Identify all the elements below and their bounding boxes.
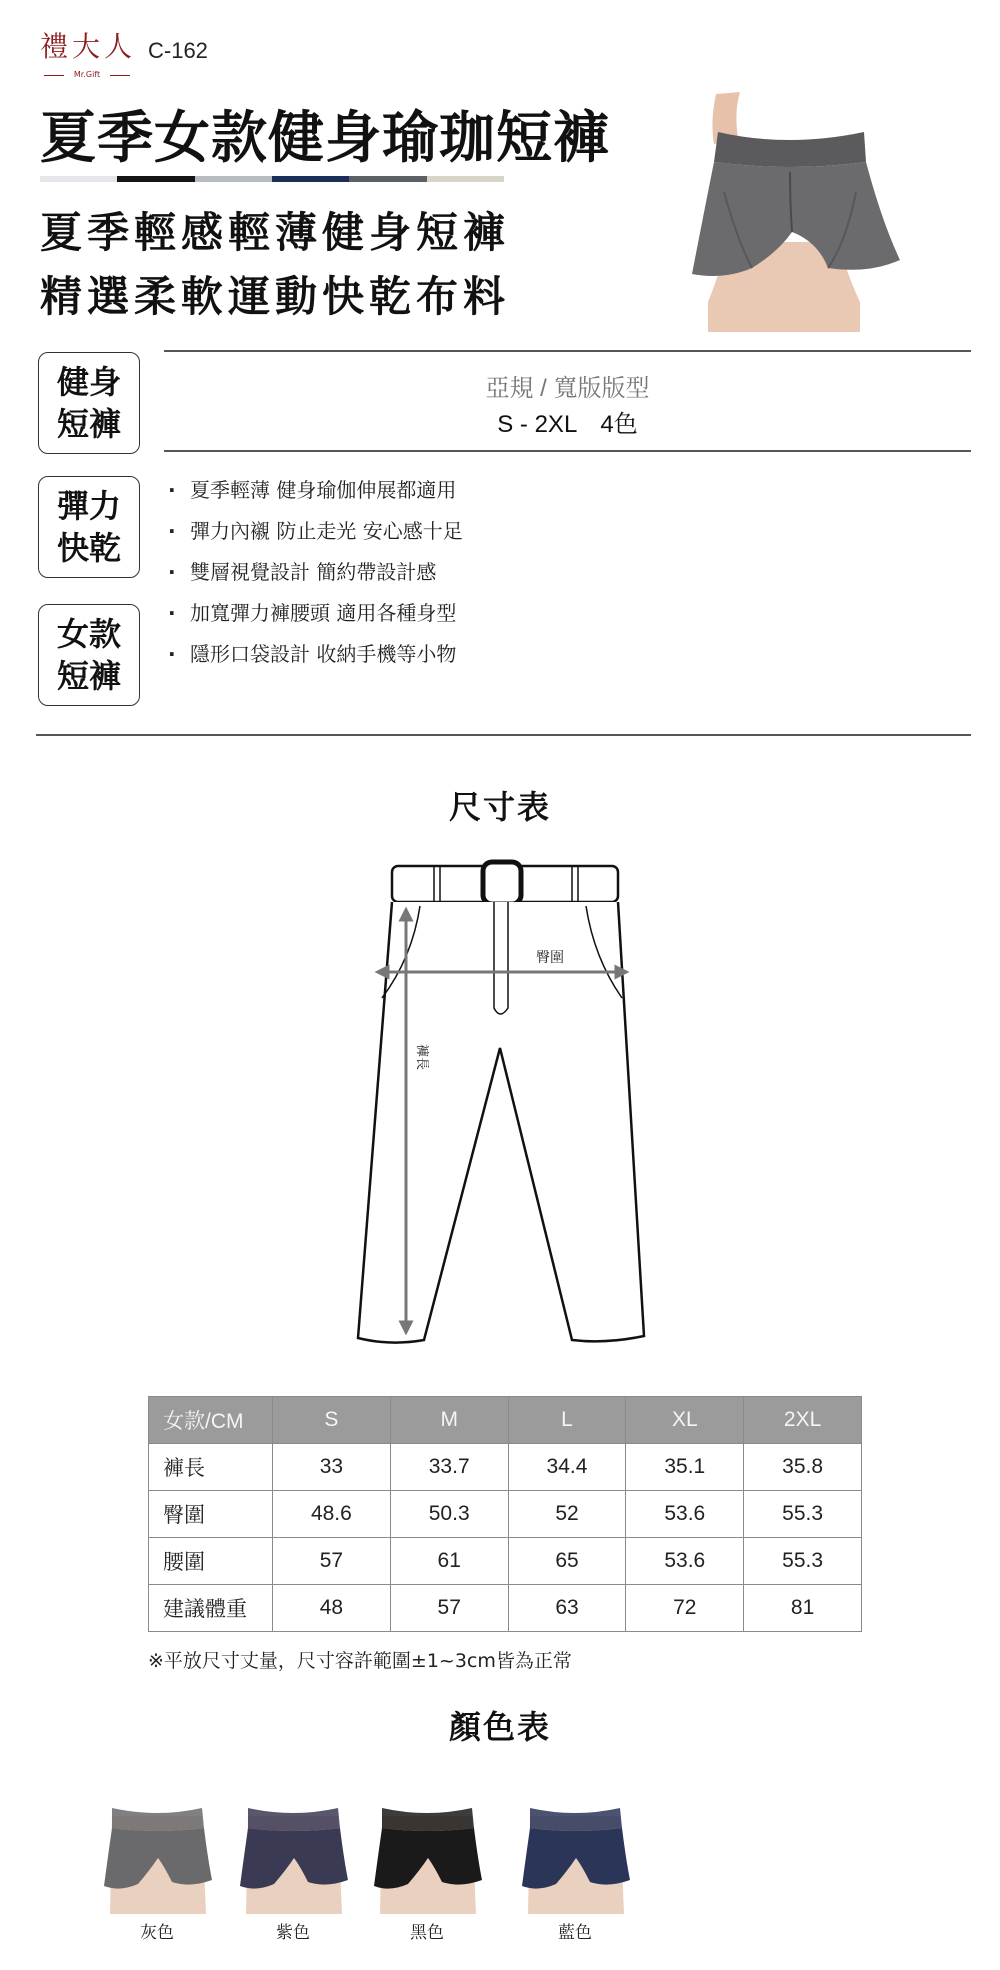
- table-row: [149, 1491, 862, 1538]
- table-row: [149, 1585, 862, 1632]
- subtitle-line-1: 夏季輕感輕薄健身短褲: [40, 208, 511, 257]
- shorts-waistband: [248, 1808, 340, 1831]
- tag-line: 短褲: [56, 405, 121, 443]
- table-cell: 53.6: [626, 1538, 744, 1585]
- table-cell: 81: [744, 1585, 862, 1632]
- strip-segment: [40, 176, 117, 182]
- table-cell: 65: [508, 1538, 626, 1585]
- table-cell: 57: [273, 1538, 391, 1585]
- size-chart-title: 尺寸表: [448, 788, 551, 826]
- strip-segment: [427, 176, 504, 182]
- table-cell: 50.3: [390, 1491, 508, 1538]
- table-cell: 33.7: [390, 1444, 508, 1491]
- hip-label: 臀圍: [536, 950, 564, 966]
- color-name: 紫色: [276, 1923, 310, 1943]
- fit-style: 亞規 / 寬版版型: [485, 375, 650, 402]
- tag-line: 快乾: [56, 529, 121, 567]
- tag-line: 彈力: [56, 487, 121, 525]
- shorts-waistband: [112, 1808, 204, 1831]
- size-range: S - 2XL 4色: [497, 411, 638, 438]
- subtitle-line-2: 精選柔軟運動快乾布料: [40, 272, 511, 321]
- table-cell: 53.6: [626, 1491, 744, 1538]
- color-photo-blue: [520, 1796, 630, 1914]
- table-cell: 臀圍: [149, 1491, 273, 1538]
- table-cell: 61: [390, 1538, 508, 1585]
- table-cell: 34.4: [508, 1444, 626, 1491]
- color-shorts: [520, 1796, 630, 1914]
- table-cell: 腰圍: [149, 1538, 273, 1585]
- feature-item: · 隱形口袋設計 收納手機等小物: [168, 634, 463, 675]
- measurement-note: ※平放尺寸丈量，尺寸容許範圍±1~3cm皆為正常: [148, 1650, 572, 1672]
- color-chart-title: 顏色表: [448, 1708, 551, 1746]
- divider: [36, 734, 971, 736]
- table-cell: 建議體重: [149, 1585, 273, 1632]
- feature-item: · 彈力內襯 防止走光 安心感十足: [168, 511, 463, 552]
- title-color-strip: [40, 176, 504, 182]
- buckle-icon: [483, 862, 521, 904]
- strip-segment: [272, 176, 349, 182]
- feature-item: · 加寬彈力褲腰頭 適用各種身型: [168, 593, 463, 634]
- divider: [164, 450, 971, 452]
- shorts-waistband: [714, 132, 866, 167]
- header-cell: XL: [626, 1397, 744, 1444]
- tag-line: 短褲: [56, 657, 121, 695]
- header-cell: M: [390, 1397, 508, 1444]
- table-row: [149, 1538, 862, 1585]
- shorts-waistband: [382, 1808, 474, 1831]
- header-cell: 女款/CM: [149, 1397, 273, 1444]
- logo-chinese-text: 禮大人: [40, 30, 137, 63]
- table-cell: 48: [273, 1585, 391, 1632]
- strip-segment: [349, 176, 426, 182]
- tag-line: 健身: [56, 363, 121, 401]
- feature-list: [168, 470, 463, 675]
- length-label: 褲長: [414, 1044, 429, 1071]
- color-photo-black: [372, 1796, 482, 1914]
- table-cell: 35.1: [626, 1444, 744, 1491]
- pants-measurement-diagram: [350, 858, 650, 1358]
- table-cell: 48.6: [273, 1491, 391, 1538]
- hero-product-photo: [668, 92, 908, 332]
- table-header-row: [149, 1397, 862, 1444]
- product-title: 夏季女款健身瑜珈短褲: [40, 106, 610, 171]
- feature-item: · 夏季輕薄 健身瑜伽伸展都適用: [168, 470, 463, 511]
- feature-tag-fitness: [38, 352, 140, 454]
- color-photo-gray: [102, 1796, 212, 1914]
- table-cell: 63: [508, 1585, 626, 1632]
- shorts-waistband: [530, 1808, 622, 1831]
- color-photo-purple: [238, 1796, 348, 1914]
- color-name: 藍色: [558, 1923, 592, 1943]
- color-shorts: [102, 1796, 212, 1914]
- table-cell: 褲長: [149, 1444, 273, 1491]
- feature-item: · 雙層視覺設計 簡約帶設計感: [168, 552, 463, 593]
- table-cell: 57: [390, 1585, 508, 1632]
- strip-segment: [117, 176, 194, 182]
- header-cell: 2XL: [744, 1397, 862, 1444]
- color-name: 灰色: [140, 1923, 174, 1943]
- product-code: C-162: [148, 38, 208, 63]
- feature-tag-stretch: [38, 476, 140, 578]
- table-row: [149, 1444, 862, 1491]
- logo-english-text: Mr.Gift: [44, 70, 130, 79]
- table-cell: 72: [626, 1585, 744, 1632]
- header-cell: S: [273, 1397, 391, 1444]
- table-cell: 52: [508, 1491, 626, 1538]
- strip-segment: [195, 176, 272, 182]
- divider: [164, 350, 971, 352]
- table-cell: 55.3: [744, 1538, 862, 1585]
- feature-tag-womens: [38, 604, 140, 706]
- table-cell: 35.8: [744, 1444, 862, 1491]
- table-cell: 33: [273, 1444, 391, 1491]
- size-table: [148, 1396, 862, 1632]
- color-name: 黑色: [410, 1923, 444, 1943]
- tag-line: 女款: [56, 615, 121, 653]
- color-shorts: [238, 1796, 348, 1914]
- table-cell: 55.3: [744, 1491, 862, 1538]
- color-shorts: [372, 1796, 482, 1914]
- header-cell: L: [508, 1397, 626, 1444]
- brand-logo: [40, 30, 136, 82]
